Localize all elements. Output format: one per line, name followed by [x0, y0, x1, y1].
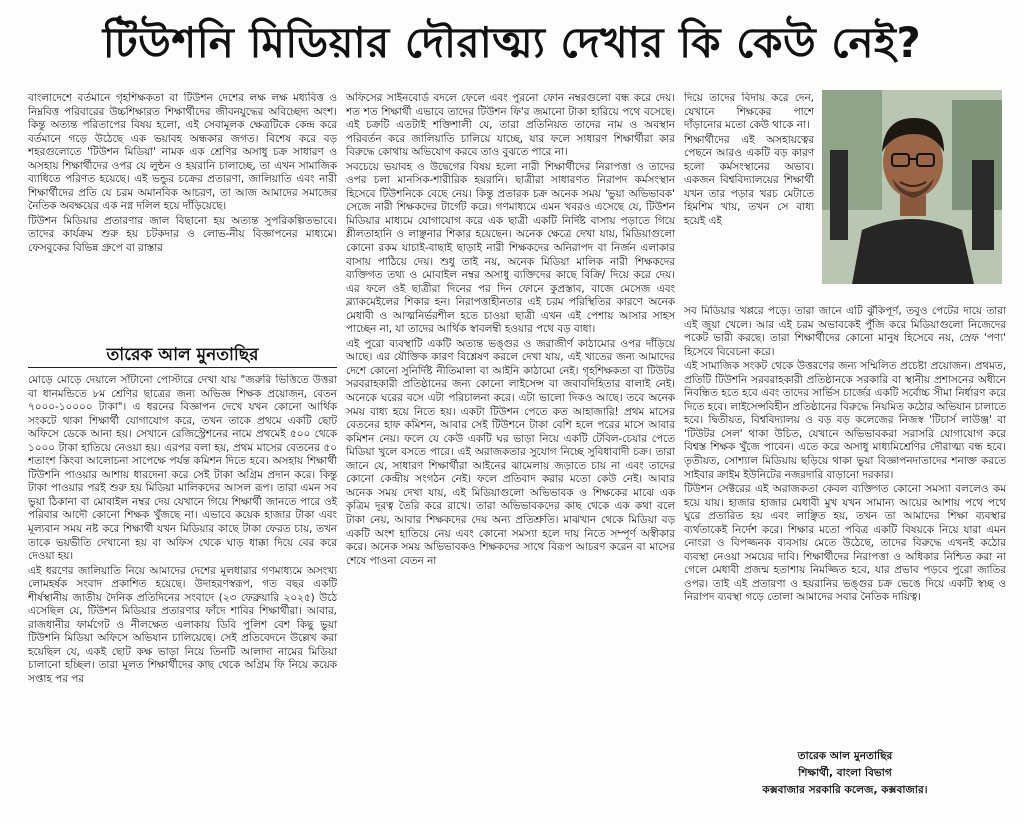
paragraph: বাংলাদেশে বর্তমানে গৃহশিক্ষকতা বা টিউশন দেশের লক্ষ লক্ষ মধ্যবিত্ত ও নিম্নবিত্ত পরিবারের উচ্চশিক্ষারত শিক্ষার্থীদের জীবনযুদ্ধের অবিচ্ছেদ্য অংশ। কিন্তু অত্যন্ত পরিতাপের বিষয় হলো, এই সেবামূলক ক্ষেত্রটিকে কেন্দ্র করে বর্তমানে গড়ে উঠেছে এক ভয়াবহ অন্ধকার জগত। বিশেষ করে বড় শহরগুলোতে 'টিউশন মিডিয়া' নামক এক শ্রেণির অসাধু চক্র সাধারণ ও অসহায় শিক্ষার্থীদের ওপর যে লুন্ঠন ও হয়রানি চালাচ্ছে, তা এখন সামাজিক ব্যাধিতে পরিণত হয়েছে। এই ভন্ডুর চক্রের প্রতারণা, জালিয়াতি এবং নারী শিক্ষার্থীদের প্রতি যে চরম অমানবিক আচরণ, তা আজ আমাদের সমাজের নৈতিক অবক্ষয়ের এক নগ্ন দলিল হয়ে দাঁড়িয়েছে।	[28, 92, 337, 213]
paragraph: টিউশন মিডিয়ার প্রতারণার জাল বিছানো হয় অত্যন্ত সুপরিকল্পিতভাবে। তাদের কার্যক্রম শুরু হয় চটকদার ও লোভ-নীয় বিজ্ঞাপনের মাধ্যমে। ফেসবুকের বিভিন্ন গ্রুপে বা রাস্তার	[28, 214, 337, 255]
signature-role: শিক্ষার্থী, বাংলা বিভাগ	[798, 767, 892, 779]
paragraph: শিক্ষার্থীদের এই অসহায়ত্বের পেছনে আরও একটি বড় কারণ হলো কর্মসংস্থানের অভাব। একজন বিশ্ববিদ্যালয়ের শিক্ষার্থী যখন তার পড়ার খরচ মেটাতে হিমশিম খায়, তখন সে বাধ্য হয়েই এই	[684, 133, 814, 227]
signature-institution: কক্সবাজার সরকারি কলেজ, কক্সবাজার।	[762, 784, 928, 796]
column-1-bottom	[28, 374, 337, 819]
paragraph: অফিসের সাইনবোর্ড বদলে ফেলে এবং পুরনো ফোন নম্বরগুলো বন্ধ করে দেয়। শত শত শিক্ষার্থী এভাবে তাদের টিউশন ফি'র জমানো টাকা হারিয়ে পথে বসেছে। এই চক্রটি এতটাই শক্তিশালী যে, তারা প্রতিনিয়ত তাদের নাম ও অবস্থান পরিবর্তন করে জালিয়াতি চালিয়ে যাচ্ছে, যার ফলে সাধারণ শিক্ষার্থীরা কার বিরুদ্ধে কোথায় অভিযোগ করবে তাও বুঝতে পারে না।	[346, 92, 675, 159]
paragraph: সব মিডিয়ার খপ্পরে পড়ে। তারা জানে এটি ঝুঁকিপূর্ণ, তবুও পেটের দায়ে তারা এই জুয়া খেলে। আর এই চরম অভাবকেই পুঁজি করে মিডিয়াগুলো নিজেদের পকেট ভারী করছে। তারা শিক্ষার্থীদের কোনো মানুষ হিসেবে নয়, স্রেফ 'পণ্য' হিসেবে বিবেচনা করে।	[684, 305, 1006, 358]
paragraph: মোড়ে মোড়ে দেয়ালে সাঁটানো পোস্টারে দেখা যায় "জরুরি ভিত্তিতে উত্তরা বা ধানমন্ডিতে ৮ম শ্রেণির ছাত্রের জন্য অভিজ্ঞ শিক্ষক প্রয়োজন, বেতন ৭০০০-১০০০০ টাকা"। এ ধরনের বিজ্ঞাপন দেখে যখন কোনো আর্থিক সংকটে থাকা শিক্ষার্থী যোগাযোগ করে, তখন তাকে প্রথমে একটি ছোট অফিসে ডেকে আনা হয়। সেখানে রেজিস্ট্রেশনের নামে প্রথমেই ৫০০ থেকে ১০০০ টাকা হাতিয়ে নেওয়া হয়। এরপর বলা হয়, প্রথম মাসের বেতনের ৫০ শতাংশ কিংবা আলোচনা সাপেক্ষে পর্যন্ত কমিশন দিতে হবে। অসহায় শিক্ষার্থী টিউশনি পাওয়ার আশায় ধারদেনা করে সেই টাকা অগ্রিম প্রদান করে। কিন্তু টাকা পাওয়ার পরই শুরু হয় মিডিয়া মালিকদের আসল রূপ। তারা এমন সব ভুয়া ঠিকানা বা মোবাইল নম্বর দেয় যেখানে গিয়ে শিক্ষার্থী জানতে পারে ওই পরিবার আদৌ কোনো শিক্ষক খুঁজছে না। এভাবে কয়েক হাজার টাকা এবং মূল্যবান সময় নষ্ট করে শিক্ষার্থী যখন মিডিয়ার কাছে টাকা ফেরত চায়, তখন তাকে ভয়ভীতি দেখানো হয় বা অফিস থেকে ঘাড় ধাক্কা দিয়ে বের করে দেওয়া হয়।	[28, 374, 337, 563]
paragraph: এই সামাজিক সংকট থেকে উত্তরণের জন্য সম্মিলিত প্রচেষ্টা প্রয়োজন। প্রথমত, প্রতিটি টিউশনি সরবরাহকারী প্রতিষ্ঠানকে সরকারি বা স্থানীয় প্রশাসনের অধীনে নিবন্ধিত হতে হবে এবং তাদের সার্ভিস চার্জের একটি সর্বোচ্চ সীমা নির্ধারণ করে দিতে হবে। লাইসেন্সবিহীন প্রতিষ্ঠানের বিরুদ্ধে নিয়মিত কঠোর অভিযান চালাতে হবে। দ্বিতীয়ত, বিশ্ববিদ্যালয় ও বড় বড় কলেজের নিজস্ব 'টিচার্স লাউঞ্জ' বা 'টিউটর সেল' থাকা উচিত, যেখানে অভিভাবকরা সরাসরি যোগাযোগ করে বিশ্বস্ত শিক্ষক খুঁজে পাবেন। এতে করে অসাধু মাধ্যমিশ্রেণির দৌরাত্ম্য বন্ধ হবে। তৃতীয়ত, সোশ্যাল মিডিয়ায় ছড়িয়ে থাকা ভুয়া বিজ্ঞাপনদাতাদের শনাক্ত করতে সাইবার ক্রাইম ইউনিটের নজরদারি বাড়ানো দরকার।	[684, 360, 1006, 481]
signature-name: তারেক আল মুনতাছির	[797, 750, 893, 762]
byline: তারেক আল মুনতাছির	[106, 345, 259, 365]
paragraph: সবচেয়ে ভয়াবহ ও উদ্বেগের বিষয় হলো নারী শিক্ষার্থীদের নিরাপত্তা ও তাদের ওপর চলা মানসিক-শারীরিক হয়রানি। ছাত্রীরা সাধারণত নিরাপদ কর্মসংস্থান হিসেবে টিউশনিকে বেছে নেয়। কিন্তু প্রতারক চক্র অনেক সময় 'ভুয়া অভিভাবক' সেজে নারী শিক্ষকদের টার্গেট করে। গণমাধ্যমে এমন খবরও এসেছে যে, টিউশন মিডিয়ার মাধ্যমে যোগাযোগ করে এক ছাত্রী একটি নির্দিষ্ট বাসায় পড়াতে গিয়ে শ্লীলতাহানি ও লাঞ্ছনার শিকার হয়েছেন। অনেক ক্ষেত্রে দেখা যায়, মিডিয়াগুলো কোনো রকম যাচাই-বাছাই ছাড়াই নারী শিক্ষকদের অনিরাপদ বা নির্জন এলাকার বাসায় পাঠিয়ে দেয়। শুধু তাই নয়, অনেক মিডিয়া মালিক নারী শিক্ষকদের ব্যক্তিগত তথ্য ও মোবাইল নম্বর অসাধু ব্যক্তিদের কাছে বিক্রি/ দিয়ে করে দেয়। এর ফলে ওই ছাত্রীরা দিনের পর দিন ফোনে কুপ্রস্তাব, বাজে মেসেজ এবং ব্ল্যাকমেইলের শিকার হন। নিরাপত্তাহীনতার এই চরম পরিস্থিতির কারণে অনেক মেধাবী ও আত্মনির্ভরশীল হতে চাওয়া ছাত্রী এখন এই পেশায় আসার সাহস পাচ্ছেন না, যা তাদের আর্থিক স্বাবলম্বী হওয়ার পথে বড় বাধা।	[346, 160, 675, 336]
author-portrait-icon	[822, 90, 1002, 284]
paragraph: দিয়ে তাদের বিদায় করে দেন, যেখানে শিক্ষকের পাশে দাঁড়ানোর মতো কেউ থাকে না।	[684, 92, 814, 132]
author-photo	[822, 90, 1002, 284]
byline-box	[28, 342, 337, 368]
column-3-top	[684, 92, 814, 304]
column-3-bottom	[684, 305, 1006, 745]
author-signature	[684, 748, 1006, 799]
column-2	[346, 92, 675, 822]
paragraph: টিউশন সেক্টরের এই অরাজকতা কেবল ব্যক্তিগত কোনো সমস্যা বললেও কম হয়ে যায়। হাজার হাজার মেধাবী মুখ যখন সামান্য আয়ের আশায় পথে পথে ঘুরে প্রতারিত হয় এবং লাঞ্ছিত হয়, তখন তা আমাদের শিক্ষা ব্যবস্থার ব্যর্থতাকেই নির্দেশ করে। শিক্ষার মতো পবিত্র একটি বিষয়কে নিয়ে যারা এমন নোংরা ও বিপজ্জনক ব্যবসায় মেতে উঠেছে, তাদের বিরুদ্ধে এখনই কঠোর ব্যবস্থা নেওয়া সময়ের দাবি। শিক্ষার্থীদের নিরাপত্তা ও অধিকার নিশ্চিত করা না গেলে মেধাবী প্রজন্ম হতাশায় নিমজ্জিত হবে, যার প্রভাব পড়বে পুরো জাতির ওপর। তাই এই প্রতারণা ও হয়রানির ভঙ্গুর চক্র ভেঙে দিয়ে একটি স্বচ্ছ ও নিরাপদ ব্যবস্থা গড়ে তোলা আমাদের সবার নৈতিক দায়িত্ব।	[684, 483, 1006, 604]
headline: টিউশনি মিডিয়ার দৌরাত্ম্য দেখার কি কেউ নেই?	[102, 18, 922, 67]
paragraph: এই ধরণের জালিয়াতি নিয়ে আমাদের দেশের মূলধারার গণমাধ্যমে অসংখ্য লোমহর্ষক সংবাদ প্রকাশিত হয়েছে। উদাহরণস্বরূপ, গত বছর একটি শীর্ষস্থানীয় জাতীয় দৈনিক প্রতিদিনের সংবাদে (২৩ ফেব্রুয়ারি ২০২৫) উঠে এসেছিল যে, টিউশন মিডিয়ার প্রতারণার ফাঁদে শাবির শিক্ষার্থীরা। আবার, রাজধানীর ফার্মগেট ও নীলক্ষেত এলাকায় ডিবি পুলিশ বেশ কিছু ভুয়া টিউশনি মিডিয়া অফিসে অভিযান চালিয়েছে। সেই প্রতিবেদনে উল্লেখ করা হয়েছিল যে, একই ছোট কক্ষ ভাড়া নিয়ে তিনটি আলাদা নামের মিডিয়া চালানো হচ্ছিল। তারা মূলত শিক্ষার্থীদের কাছ থেকে অগ্রিম ফি নিয়ে কয়েক সপ্তাহ পর পর	[28, 564, 337, 686]
column-1-top	[28, 92, 337, 346]
paragraph: এই পুরো ব্যবস্থাটি একটি অত্যন্ত ভঙ্গুর ও জরাজীর্ণ কাঠামোর ওপর দাঁড়িয়ে আছে। এর যৌক্তিক কারণ বিশ্লেষণ করলে দেখা যায়, এই খাতের জন্য আমাদের দেশে কোনো সুনির্দিষ্ট নীতিমালা বা আইনি কাঠামো নেই। গৃহশিক্ষকতা বা টিউটর সরবরাহকারী প্রতিষ্ঠানের জন্য কোনো লাইসেন্স বা জবাবদিহিতার বালাই নেই। অনেকে ঘরের বসে এটা পরিচালনা করে। এটা ভালো দিকও আছে। তবে অনেক সময় বাধ্য হয়ে নিতে হয়। একটা টিউশন পেতে কত আহাজারি! প্রথম মাসের বেতনের হাফ কমিশন, আবার সেই টিউশনে টাকা বেশি হলে পরের মাসে আবার কমিশন নেয়। ফলে যে কেউ একটি ঘর ভাড়া নিয়ে একটি টেবিল-চেয়ার পেতে মিডিয়া খুলে বসতে পারে। এই অরাজকতার সুযোগ নিচ্ছে সুবিধাবাদী চক্র। তারা জানে যে, সাধারণ শিক্ষার্থীরা আইনের ঝামেলায় জড়াতে চায় না এবং তাদের কোনো কেন্দ্রীয় সংগঠন নেই। ফলে প্রতিবাদ করার মতো কেউ নেই। আবার অনেক সময় দেখা যায়, এই মিডিয়াগুলো অভিভাবক ও শিক্ষকের মাঝে এক কৃত্রিম দূরত্ব তৈরি করে রাখে। তারা অভিভাবকদের কাছ থেকে এক কথা বলে টাকা নেয়, আবার শিক্ষকদের দেয় অন্য প্রতিশ্রুতি। মাঝখান থেকে মিডিয়া বড় একটি অংশ হাতিয়ে নেয় এবং কোনো সমস্যা হলে দায় নিতে সম্পূর্ণ অস্বীকার করে। অনেক সময় অভিভাবকও শিক্ষকদের সাথে বিরূপ আচরণ করেন বা মাসের শেষে পাওনা বেতন না	[346, 337, 675, 567]
